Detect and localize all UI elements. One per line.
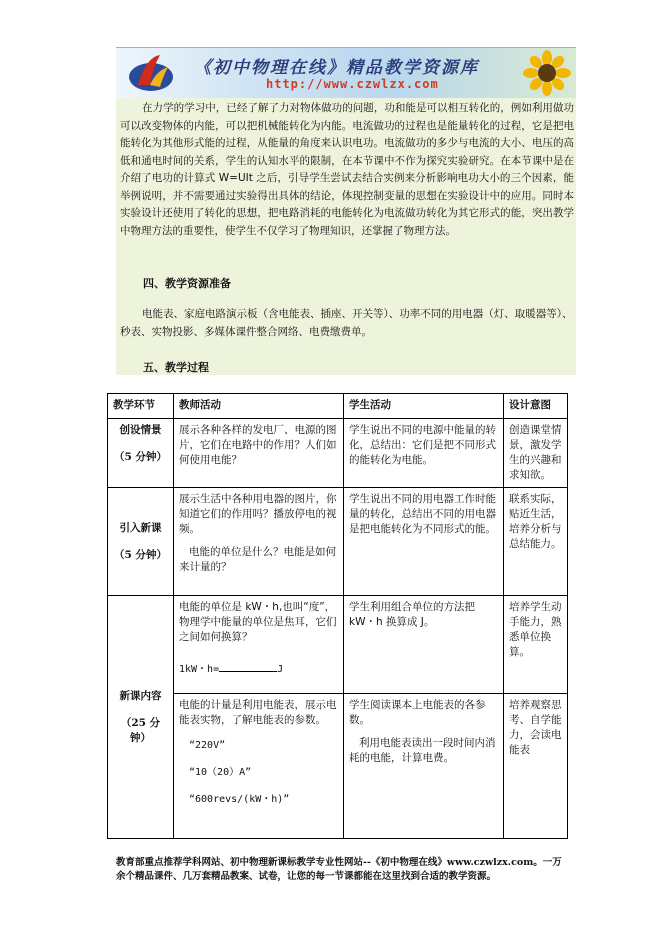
design-intent: 创造课堂情景，激发学生的兴趣和求知欲。 <box>504 419 568 488</box>
design-intent: 培养观察思考、自学能力，会读电能表 <box>504 694 568 839</box>
student-activity <box>344 694 504 839</box>
stage-title: 创设情景 <box>119 424 162 436</box>
sunflower-icon <box>522 50 572 96</box>
student-activity-text: 学生阅读课本上电能表的各参数。 <box>349 699 486 726</box>
design-intent: 联系实际，贴近生活，培养分析与总结能力。 <box>504 488 568 596</box>
teacher-activity-text: 电能的单位是 kW・h,也叫“度”，物理学中能量的单位是焦耳，它们之间如何换算？ <box>179 601 337 643</box>
meter-param: “600revs/(kW・h)” <box>189 794 290 805</box>
section4-heading: 四、教学资源准备 <box>143 277 231 290</box>
banner-url[interactable]: http://www.czwlzx.com <box>266 77 439 91</box>
stage-time: （5 分钟） <box>114 548 167 561</box>
student-activity-text: 利用电能表读出一段时间内消耗的电能，计算电费。 <box>349 737 496 764</box>
header-banner <box>116 47 576 99</box>
table-row <box>108 488 568 596</box>
stage-title: 新课内容 <box>119 689 162 702</box>
stage-cell <box>108 488 174 596</box>
header-student: 学生活动 <box>344 394 504 419</box>
design-intent: 培养学生动手能力，熟悉单位换算。 <box>504 596 568 694</box>
stage-cell <box>108 419 174 488</box>
intro-paragraph: 在力学的学习中，已经了解了力对物体做功的问题，功和能是可以相互转化的，例如利用做功可以改变物体的内能，可以把机械能转化为内能。电流做功的过程也是能量转化的过程，它是把电能转化为其他形式能的过程，从能量的角度来认识电功。电流做功的多少与电流的大小、电压的高低和通电时间的关系，学生的认知水平的限制，在本节课中不作为探究实验研究。在本节课中是在介绍了电功的计算式 W=UIt 之后，引导学生尝试去结合实例来分析影响电功大小的三个因素，能举例说明，并不需要通过实验得出具体的结论，体现控制变量的思想在实验设计中的应用。同时本实验设计还使用了转化的思想，把电路消耗的电能转化为电流做功转化为其它形式的能，突出教学中物理方法的重要性，使学生不仅学习了物理知识，还掌握了物理方法。 <box>120 102 574 237</box>
table-row <box>108 596 568 694</box>
conversion-prefix: 1kW・h= <box>179 664 220 675</box>
header-stage: 教学环节 <box>108 394 174 419</box>
conversion-blank-line <box>179 661 338 677</box>
site-logo-icon <box>126 51 176 95</box>
teacher-activity-text: 电能的计量是利用电能表，展示电能表实物，了解电能表的参数。 <box>179 699 337 726</box>
conversion-suffix: J <box>277 664 284 675</box>
section4-text: 电能表、家庭电路演示板（含电能表、插座、开关等）、功率不同的用电器（灯、取暖器等）、秒表、实物投影、多媒体课件整合网络、电费缴费单。 <box>120 308 573 338</box>
teacher-activity: 展示各种各样的发电厂、电源的图片，它们在电路中的作用？人们如何使用电能？ <box>174 419 344 488</box>
stage-cell <box>108 596 174 839</box>
teacher-activity <box>174 596 344 694</box>
meter-param: “10（20）A” <box>189 767 252 778</box>
stage-time: （5 分钟） <box>114 451 167 463</box>
fill-blank <box>219 661 277 672</box>
table-row <box>108 419 568 488</box>
teacher-activity-text: 电能的单位是什么？电能是如何来计量的？ <box>179 546 336 573</box>
page-footer: 教育部重点推荐学科网站、初中物理新课标教学专业性网站--《初中物理在线》www.czwlzx.com。一万余个精品课件、几万套精品教案、试卷，让您的每一节课都能在这里找到合适的教学资源。 <box>116 857 562 882</box>
banner-title: 《初中物理在线》精品教学资源库 <box>194 58 479 78</box>
student-activity: 学生利用组合单位的方法把 kW・h 换算成 J。 <box>344 596 504 694</box>
teaching-process-table <box>107 393 568 839</box>
stage-title: 引入新课 <box>119 521 162 534</box>
student-activity: 学生说出不同的电源中能量的转化，总结出：它们是把不同形式的能转化为电能。 <box>344 419 504 488</box>
teacher-activity <box>174 488 344 596</box>
student-activity: 学生说出不同的用电器工作时能量的转化，总结出不同的用电器是把电能转化为不同形式的能。 <box>344 488 504 596</box>
stage-time: （25 分钟） <box>120 716 161 744</box>
table-row <box>108 694 568 839</box>
header-teacher: 教师活动 <box>174 394 344 419</box>
table-header-row <box>108 394 568 419</box>
header-intent: 设计意图 <box>504 394 568 419</box>
teacher-activity-text: 展示生活中各种用电器的图片，你知道它们的作用吗？播放停电的视频。 <box>179 493 337 535</box>
section5-heading: 五、教学过程 <box>143 361 209 374</box>
meter-param: “220V” <box>189 740 226 751</box>
teacher-activity <box>174 694 344 839</box>
